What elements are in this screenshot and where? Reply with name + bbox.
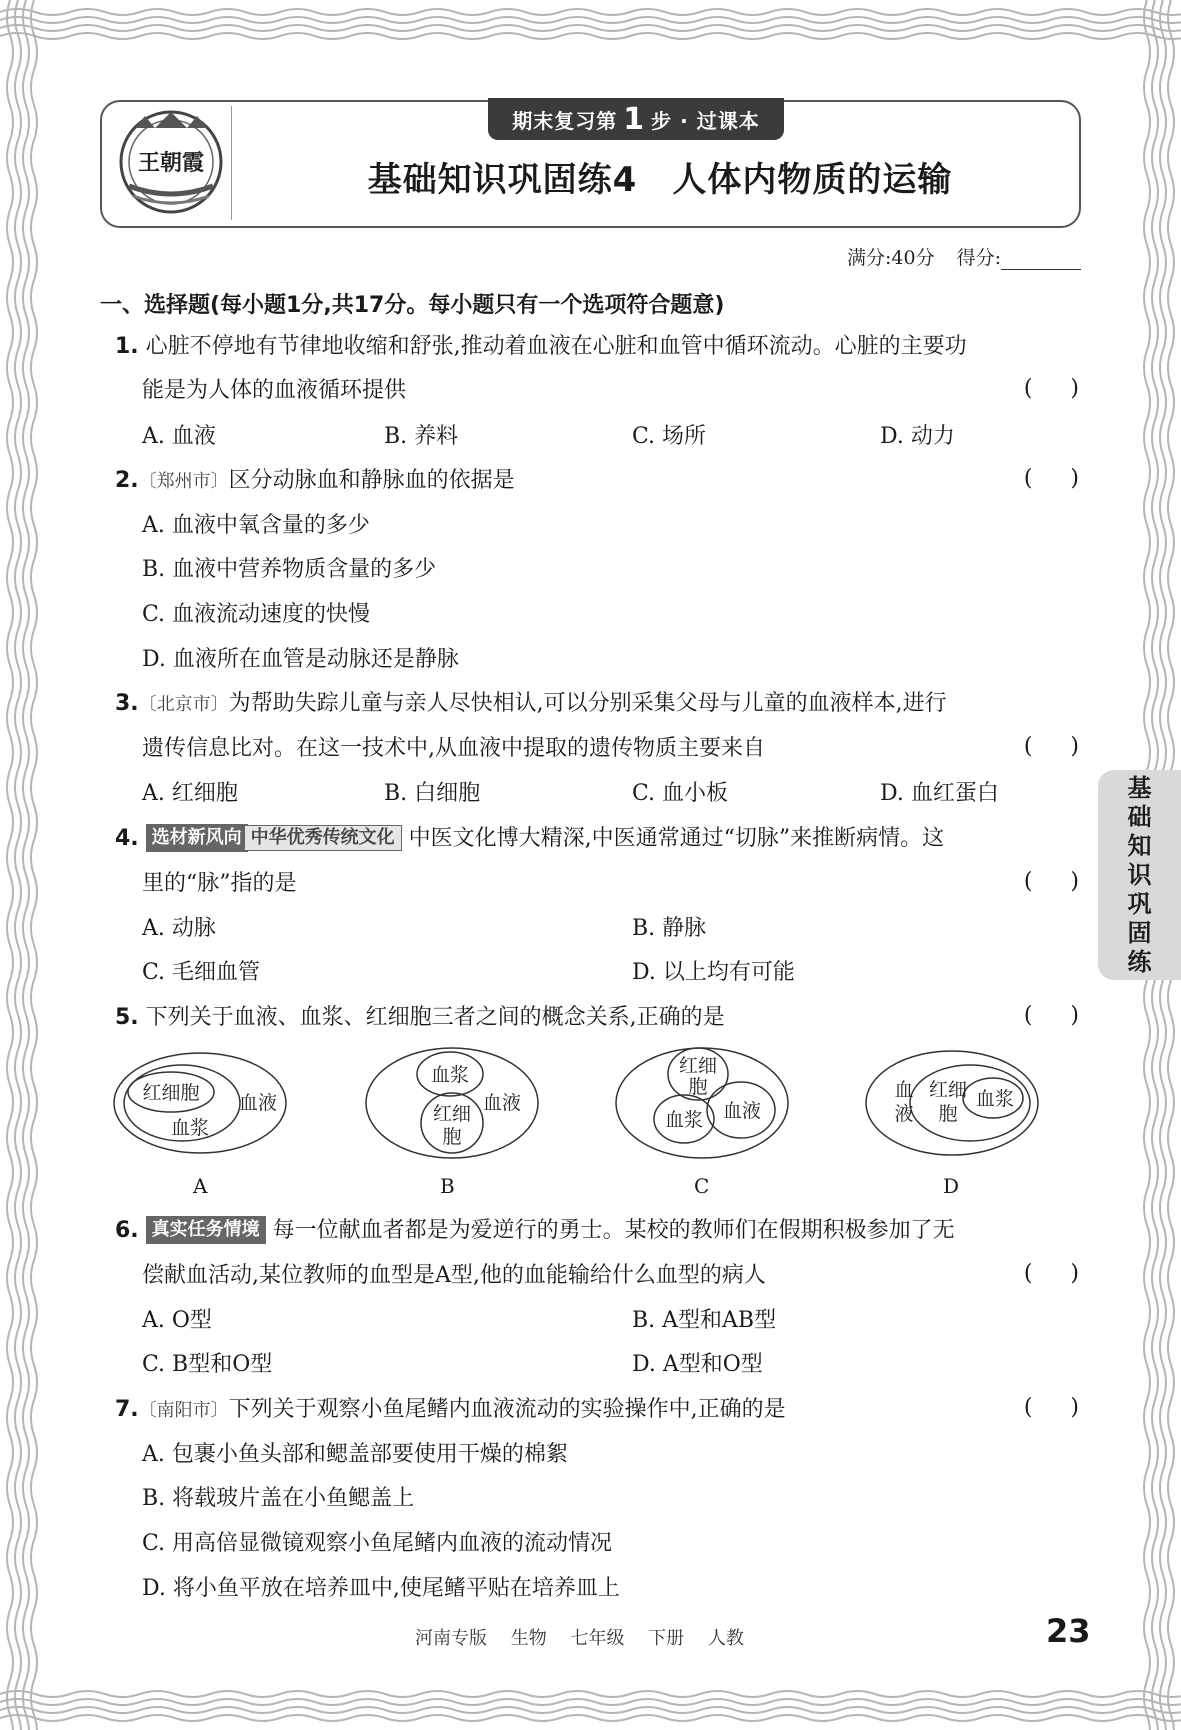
q5-label-a[interactable]: A (193, 1174, 208, 1198)
step-tab-number: 1 (623, 101, 646, 137)
page-number: 23 (1046, 1612, 1091, 1650)
section-title: 一、选择题(每小题1分,共17分。每小题只有一个选项符合题意) (100, 293, 725, 318)
side-tab-char: 固 (1127, 918, 1152, 947)
score-blank[interactable] (1001, 250, 1081, 270)
q7-stem: 下列关于观察小鱼尾鳍内血液流动的实验操作中,正确的是 (228, 1397, 786, 1422)
q3-option-c[interactable]: C. 血小板 (632, 781, 729, 806)
q2-line1 (115, 466, 515, 497)
q2-stem: 区分动脉血和静脉血的依据是 (228, 468, 515, 493)
q1-option-a[interactable]: A. 血液 (142, 424, 216, 449)
q1-number: 1. (115, 334, 139, 359)
q6-option-b[interactable]: B. A型和AB型 (632, 1308, 777, 1333)
publisher-logo-icon (115, 106, 227, 218)
step-tab-prefix: 期末复习第 (512, 108, 618, 133)
q6-number: 6. (115, 1218, 139, 1243)
q5-c-left-label: 血浆 (664, 1109, 704, 1131)
q5-d-outer-label-1: 血 (894, 1079, 914, 1101)
page-title: 基础知识巩固练4 人体内物质的运输 (367, 160, 953, 200)
side-tab-char: 练 (1127, 947, 1152, 976)
q5-c-right-label: 血液 (722, 1100, 762, 1122)
side-tab-char: 础 (1127, 802, 1152, 831)
q3-option-a[interactable]: A. 红细胞 (142, 781, 238, 806)
footer-text: 河南专版 生物 七年级 下册 人教 (415, 1628, 744, 1649)
q5-number: 5. (115, 1005, 139, 1030)
q6-line2: 偿献血活动,某位教师的血型是A型,他的血能输给什么血型的病人 (142, 1263, 766, 1288)
q1-option-c[interactable]: C. 场所 (632, 424, 707, 449)
q5-b-top-label: 血浆 (430, 1064, 470, 1086)
q5-a-mid-label: 血浆 (170, 1117, 210, 1139)
q4-answer-paren[interactable]: () (1023, 869, 1079, 894)
side-tab-char: 巩 (1127, 889, 1152, 918)
side-tab-char: 识 (1127, 860, 1152, 889)
q2-option-c[interactable]: C. 血液流动速度的快慢 (142, 602, 371, 627)
q3-option-b[interactable]: B. 白细胞 (384, 781, 481, 806)
q7-line1 (115, 1395, 786, 1426)
q5-diagrams (100, 1040, 1060, 1190)
q5-answer-paren[interactable]: () (1023, 1003, 1079, 1028)
q6-tag-task: 真实任务情境 (146, 1216, 266, 1244)
q4-tag-new-direction: 选材新风向 (146, 824, 248, 852)
q4-line1 (115, 824, 944, 854)
q4-stem: 中医文化博大精深,中医通常通过“切脉”来推断病情。这 (408, 826, 945, 851)
q5-label-b[interactable]: B (440, 1174, 455, 1198)
q2-option-a[interactable]: A. 血液中氧含量的多少 (142, 513, 370, 538)
q3-line2: 遗传信息比对。在这一技术中,从血液中提取的遗传物质主要来自 (142, 736, 765, 761)
q5-c-top-label-2: 胞 (688, 1076, 708, 1098)
q2-option-d[interactable]: D. 血液所在血管是动脉还是静脉 (142, 647, 459, 672)
score-line (847, 243, 1081, 270)
q3-line1 (115, 689, 947, 720)
q5-label-c[interactable]: C (694, 1174, 710, 1198)
q6-option-d[interactable]: D. A型和O型 (632, 1352, 763, 1377)
q7-option-b[interactable]: B. 将载玻片盖在小鱼鳃盖上 (142, 1486, 415, 1511)
side-tab (1098, 770, 1181, 980)
q4-line2: 里的“脉”指的是 (142, 871, 297, 896)
q5-a-outer-label: 血液 (238, 1092, 278, 1114)
q5-b-outer-label: 血液 (482, 1092, 522, 1114)
q6-option-c[interactable]: C. B型和O型 (142, 1352, 273, 1377)
svg-text:王朝霞: 王朝霞 (137, 150, 205, 176)
q3-number: 3. (115, 691, 139, 716)
q7-city: 〔南阳市〕 (138, 1400, 229, 1421)
q7-answer-paren[interactable]: () (1023, 1395, 1079, 1420)
got-score-label: 得分: (956, 247, 1001, 269)
q5-b-bottom-label-2: 胞 (442, 1126, 462, 1148)
q5-stem: 下列关于血液、血浆、红细胞三者之间的概念关系,正确的是 (145, 1005, 725, 1030)
q2-answer-paren[interactable]: () (1023, 466, 1079, 491)
q5-diagram-c[interactable] (616, 1048, 788, 1158)
side-tab-char: 知 (1127, 831, 1152, 860)
q6-stem: 每一位献血者都是为爱逆行的勇士。某校的教师们在假期积极参加了无 (272, 1218, 955, 1243)
q7-option-c[interactable]: C. 用高倍显微镜观察小鱼尾鳍内血液的流动情况 (142, 1531, 613, 1556)
q1-option-d[interactable]: D. 动力 (880, 424, 955, 449)
q2-option-b[interactable]: B. 血液中营养物质含量的多少 (142, 557, 437, 582)
q3-stem: 为帮助失踪儿童与亲人尽快相认,可以分别采集父母与儿童的血液样本,进行 (228, 691, 947, 716)
q5-a-inner-label: 红细胞 (142, 1082, 200, 1104)
q5-d-mid-label-1: 红细 (928, 1079, 968, 1101)
q5-line1 (115, 1003, 725, 1033)
q6-line1 (115, 1216, 955, 1246)
q4-option-a[interactable]: A. 动脉 (142, 916, 216, 941)
q1-answer-paren[interactable]: () (1023, 376, 1079, 401)
q3-answer-paren[interactable]: () (1023, 734, 1079, 759)
q5-diagram-a[interactable] (114, 1053, 286, 1153)
got-score (957, 243, 1081, 270)
step-tab-suffix: 步 · 过课本 (651, 108, 760, 133)
q5-d-inner-label: 血浆 (975, 1088, 1015, 1110)
q1-line2: 能是为人体的血液循环提供 (142, 378, 407, 403)
q5-d-outer-label-2: 液 (894, 1103, 914, 1125)
step-tab (488, 98, 784, 140)
q1-line1 (115, 332, 967, 362)
q5-label-d[interactable]: D (943, 1174, 960, 1198)
q5-diagram-b[interactable] (366, 1048, 538, 1158)
q3-city: 〔北京市〕 (138, 694, 229, 715)
q7-number: 7. (115, 1397, 139, 1422)
q5-d-mid-label-2: 胞 (938, 1103, 958, 1125)
q3-option-d[interactable]: D. 血红蛋白 (880, 781, 999, 806)
side-tab-char: 基 (1127, 773, 1152, 802)
q7-option-a[interactable]: A. 包裹小鱼头部和鳃盖部要使用干燥的棉絮 (142, 1442, 568, 1467)
header-divider (231, 106, 232, 220)
q5-diagram-d[interactable] (866, 1051, 1038, 1155)
q4-option-d[interactable]: D. 以上均有可能 (632, 960, 795, 985)
q6-answer-paren[interactable]: () (1023, 1261, 1079, 1286)
q4-option-c[interactable]: C. 毛细血管 (142, 960, 261, 985)
q2-number: 2. (115, 468, 139, 493)
q4-tag-culture: 中华优秀传统文化 (244, 825, 402, 851)
q5-c-top-label-1: 红细 (678, 1055, 718, 1077)
q6-option-a[interactable]: A. O型 (142, 1308, 212, 1333)
q7-option-d[interactable]: D. 将小鱼平放在培养皿中,使尾鳍平贴在培养皿上 (142, 1576, 620, 1601)
q1-option-b[interactable]: B. 养料 (384, 424, 459, 449)
q2-city: 〔郑州市〕 (138, 471, 229, 492)
q1-stem: 心脏不停地有节律地收缩和舒张,推动着血液在心脏和血管中循环流动。心脏的主要功 (145, 334, 967, 359)
q4-number: 4. (115, 826, 139, 851)
q5-b-bottom-label-1: 红细 (432, 1103, 472, 1125)
q4-option-b[interactable]: B. 静脉 (632, 916, 707, 941)
full-score: 满分:40分 (847, 247, 935, 269)
